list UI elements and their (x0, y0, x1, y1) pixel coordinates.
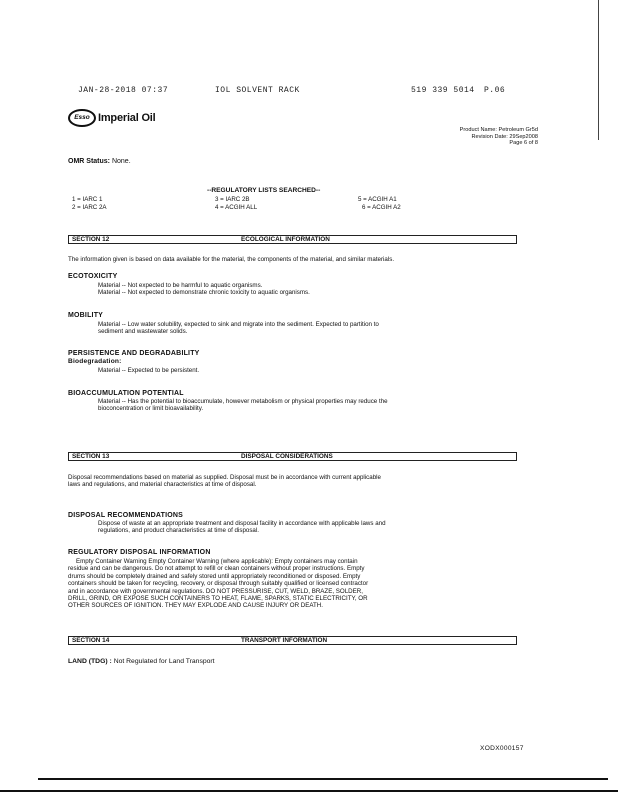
section-12-header (68, 235, 517, 244)
page-of: Page 6 of 8 (509, 140, 538, 147)
bioaccumulation-heading: BIOACCUMULATION POTENTIAL (68, 390, 184, 397)
bates-number: XODX000157 (480, 745, 524, 752)
reg-disposal-line: Empty Container Warning Empty Container Warning (where applicable): Empty containers may contain (76, 558, 358, 565)
disposal-rec-line: regulations, and product characteristics at time of disposal. (98, 527, 259, 535)
reg-disposal-line: residue and can be dangerous. Do not attempt to refill or clean containers without proper instructions. Empty (68, 565, 365, 573)
section-13-number: SECTION 13 (72, 453, 110, 460)
disposal-rec-text (68, 520, 386, 535)
reg-disposal-line: DRILL, GRIND, OR EXPOSE SUCH CONTAINERS TO HEAT, FLAME, SPARKS, STATIC ELECTRICITY, OR (68, 595, 368, 603)
bioaccumulation-text (68, 398, 388, 413)
section-13-intro (68, 474, 381, 489)
omr-value: None. (111, 158, 131, 165)
reg-disposal-line: drums should be completely drained and safely stored until appropriately reconditioned or disposed. Empty (68, 572, 361, 580)
fax-sender: IOL SOLVENT RACK (215, 86, 300, 95)
revision-date: Revision Date: 29Sep2008 (471, 133, 538, 140)
land-label: LAND (TDG) : (68, 658, 112, 665)
section-14-title: TRANSPORT INFORMATION (241, 637, 328, 644)
fax-phone: 519 339 5014 (411, 86, 475, 95)
bioaccumulation-line: Material -- Has the potential to bioaccumulate, however metabolism or physical properties may reduce the (98, 398, 388, 405)
regulatory-col-1 (72, 196, 107, 211)
section-14-number: SECTION 14 (72, 637, 110, 644)
disposal-rec-line: Dispose of waste at an appropriate treatment and disposal facility in accordance with applicable laws and (98, 520, 386, 527)
land-transport (68, 658, 215, 665)
mobility-text (68, 321, 379, 336)
bioaccumulation-line: bioconcentration or limit bioavailability. (98, 405, 204, 413)
regulatory-col-2 (215, 196, 257, 211)
regulatory-col-3 (358, 196, 401, 211)
product-name: Product Name: Petroleum Gr5d (459, 127, 538, 133)
reg-item: 1 = IARC 1 (72, 196, 103, 203)
ecotoxicity-line: Material -- Not expected to be harmful to aquatic organisms. (98, 282, 263, 289)
company-name: Imperial Oil (98, 112, 156, 124)
section-13-header (68, 452, 517, 461)
section-12-title: ECOLOGICAL INFORMATION (241, 236, 330, 243)
reg-disposal-line: OTHER SOURCES OF IGNITION. THEY MAY EXPLODE AND CAUSE INJURY OR DEATH. (68, 602, 323, 610)
esso-logo-icon: Esso (68, 109, 96, 127)
mobility-line: Material -- Low water solubility, expected to sink and migrate into the sediment. Expected to partition to (98, 321, 379, 328)
persistence-heading: PERSISTENCE AND DEGRADABILITY (68, 350, 200, 357)
reg-item: 3 = IARC 2B (215, 196, 250, 203)
fax-datetime: JAN-28-2018 07:37 (78, 86, 169, 95)
section-14-header (68, 636, 517, 645)
section-13-intro-line: Disposal recommendations based on material as supplied. Disposal must be in accordance with current applicable (68, 474, 381, 481)
reg-item: 5 = ACGIH A1 (358, 196, 397, 203)
land-value: Not Regulated for Land Transport (113, 658, 215, 665)
right-edge-mark (598, 0, 599, 140)
mobility-heading: MOBILITY (68, 312, 104, 319)
section-13-title: DISPOSAL CONSIDERATIONS (241, 453, 333, 460)
section-12-number: SECTION 12 (72, 236, 110, 243)
omr-label: OMR Status: (68, 158, 110, 165)
bottom-rule-1 (38, 778, 608, 780)
persistence-text: Material -- Expected to be persistent. (98, 367, 200, 374)
mobility-line: sediment and wastewater solids. (98, 328, 188, 336)
fax-page: P.06 (484, 86, 506, 95)
bottom-rule-2 (0, 790, 618, 792)
section-12-intro: The information given is based on data available for the material, the components of the material, and similar materials. (68, 256, 395, 263)
disposal-rec-heading: DISPOSAL RECOMMENDATIONS (68, 512, 183, 519)
reg-disposal-text (68, 558, 538, 610)
reg-disposal-line: containers should be taken for recycling, recovery, or disposal through suitably qualified or licensed contractor (68, 580, 369, 588)
regulatory-lists-title: --REGULATORY LISTS SEARCHED-- (207, 187, 321, 194)
reg-disposal-heading: REGULATORY DISPOSAL INFORMATION (68, 549, 211, 556)
ecotoxicity-line: Material -- Not expected to demonstrate chronic toxicity to aquatic organisms. (98, 289, 310, 297)
reg-item: 2 = IARC 2A (72, 203, 107, 211)
product-info (378, 127, 538, 147)
reg-item: 4 = ACGIH ALL (215, 203, 258, 211)
ecotoxicity-heading: ECOTOXICITY (68, 273, 118, 280)
ecotoxicity-text (68, 282, 310, 297)
omr-status (68, 158, 131, 165)
reg-disposal-line: and in accordance with governmental regulations. DO NOT PRESSURISE, CUT, WELD, BRAZE, SOLDER, (68, 587, 363, 595)
section-13-intro-line: laws and regulations, and material characteristics at time of disposal. (68, 481, 257, 489)
reg-item: 6 = ACGIH A2 (362, 203, 401, 211)
biodegradation-label: Biodegradation: (68, 358, 122, 365)
